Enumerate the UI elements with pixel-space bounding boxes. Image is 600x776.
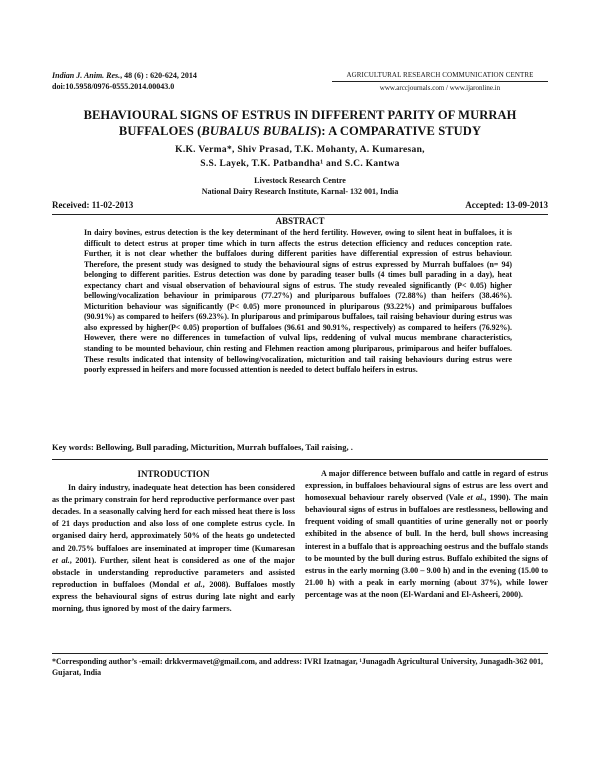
publisher-name: AGRICULTURAL RESEARCH COMMUNICATION CENTRE (332, 70, 548, 82)
title-suffix: ): A COMPARATIVE STUDY (317, 124, 482, 138)
authors-line-2: S.S. Layek, T.K. Patbandha¹ and S.C. Kantwa (200, 159, 400, 169)
journal-citation (52, 70, 197, 81)
accepted-date: Accepted: 13-09-2013 (465, 200, 548, 210)
keywords: Key words: Bellowing, Bull parading, Micturition, Murrah buffaloes, Tail raising, . (52, 442, 353, 452)
intro-text-c: , 2008). Buffaloes mostly express the behavioural signs of estrus during late night and early morning, thus ignored by most of the dairy farmers. (52, 579, 295, 614)
volume-pages: , 48 (6) : 620-624, 2014 (120, 71, 197, 80)
publisher-header (332, 70, 548, 93)
right-column (305, 468, 548, 601)
abstract-text: In dairy bovines, estrus detection is the key determinant of the herd fertility. However, owing to silent heat in buffaloes, it is difficult to detect estrus at proper time which in turn affects the estrus detection efficiency and reduces conception rate. Further, it is not clear whether the buffaloes during different parities have differential expression of estrus behaviour. Therefore, the present study was designed to study the behavioural signs of estrus expressed by Murrah buffaloes (n= 94) belonging to different parities. Estrus detection was done by parading teaser bulls (4 times bull parading in a day), heat expectancy chart and visual observation of behavioural signs of estrus. The study revealed significantly (P< 0.05) higher bellowing/vocalization behaviour in primiparous (77.27%) and pluriparous buffaloes (72.88%) than heifers (38.46%). Micturition behaviour was significantly (P< 0.05) more pronounced in pluriparous (93.22%) and primiparous buffaloes (90.91%) as compared to heifers (69.23%). In pluriparous and primiparous buffaloes, tail raising behaviour during estrus was also expressed by higher(P< 0.05) proportion of buffaloes (96.61 and 90.91%, respectively) as compared to heifers (76.92%). However, there were no differences in tumefaction of vulval lips, reddening of vulval mucus membrane characteristics, standing to be mounted behaviour, chin resting and Flehmen reaction among pluriparous, primiparous and heifer buffaloes. These results indicated that intensity of bellowing/vocalization, micturition and tail raising behaviours during estrus were poorly expressed in heifers and more focussed attention is needed to detect buffalo heifers in estrus. (84, 228, 512, 375)
title-line-1: BEHAVIOURAL SIGNS OF ESTRUS IN DIFFERENT PARITY OF MURRAH (83, 108, 517, 122)
publisher-urls: www.arccjournals.com / www.ijaronline.in (379, 84, 501, 92)
affiliation (52, 175, 548, 197)
intro-text-a: In dairy industry, inadequate heat detection has been considered as the primary constrain for herd reproductive performance over past decades. In a seasonally calving herd for each missed heat there is loss of 21 days production and also loss of one complete estrus cycle. In organised dairy herd, approximately 50% of the heats go undetected and 20.75% buffaloes are inseminated at improper time (Kumaresan (52, 483, 295, 553)
abstract-heading: ABSTRACT (52, 214, 548, 226)
intro-text-e: , 1990). The main behavioural signs of estrus in buffaloes are restlessness, bellowing and frequent voiding of small quantities of urine generally not or poorly exhibited in the absence of bull. In the herd, bull shows increasing interest in a buffalo that is approaching oestrus and the buffalo stands to be mounted by the bull during estrus. Buffalo exhibited the signs of estrus in the early morning (3.00 – 9.00 h) and in the evening (15.00 to 21.00 h) with a peak in early morning (about 37%), while lower percentage was at the noon (El-Wardani and El-Asheeri, 2000). (305, 493, 548, 599)
journal-name: Indian J. Anim. Res. (52, 71, 121, 80)
doi: doi:10.5958/0976-0555.2014.00043.0 (52, 82, 175, 91)
received-date: Received: 11-02-2013 (52, 200, 134, 210)
intro-text-d: A major difference between buffalo and cattle in regard of estrus expression, in buffaloes behavioural signs of estrus are less overt and homosexual behaviour rarely observed (Vale (305, 469, 548, 503)
intro-paragraph-2 (305, 468, 548, 601)
journal-header (52, 70, 197, 92)
title-line-2 (52, 123, 548, 139)
citation-etal: et al. (466, 493, 485, 503)
author-list (52, 143, 548, 171)
affiliation-line-2: National Dairy Research Institute, Karnal- 132 001, India (201, 187, 399, 196)
citation-etal: et al. (52, 555, 70, 565)
paper-title (52, 107, 548, 139)
left-column (52, 468, 295, 615)
divider (52, 459, 548, 460)
authors-line-1: K.K. Verma*, Shiv Prasad, T.K. Mohanty, A. Kumaresan, (175, 145, 425, 155)
affiliation-line-1: Livestock Research Centre (254, 176, 346, 185)
intro-text-b: , 2001). Further, silent heat is considered as one of the major obstacle in understanding reproductive parameters and assisted reproduction in buffaloes (Mondal (52, 555, 295, 589)
intro-paragraph-1 (52, 482, 295, 615)
citation-etal: et al. (183, 579, 203, 589)
introduction-heading: INTRODUCTION (137, 469, 210, 479)
footnote-divider (52, 653, 548, 654)
corresponding-author-footnote: *Corresponding author’s -email: drkkvermavet@gmail.com, and address: IVRI Izatnagar, ¹Junagadh Agricultural University, Junagadh-362 001, Gujarat, India (52, 657, 543, 677)
title-prefix: BUFFALOES ( (118, 124, 202, 138)
title-species: BUBALUS BUBALIS (201, 124, 318, 138)
